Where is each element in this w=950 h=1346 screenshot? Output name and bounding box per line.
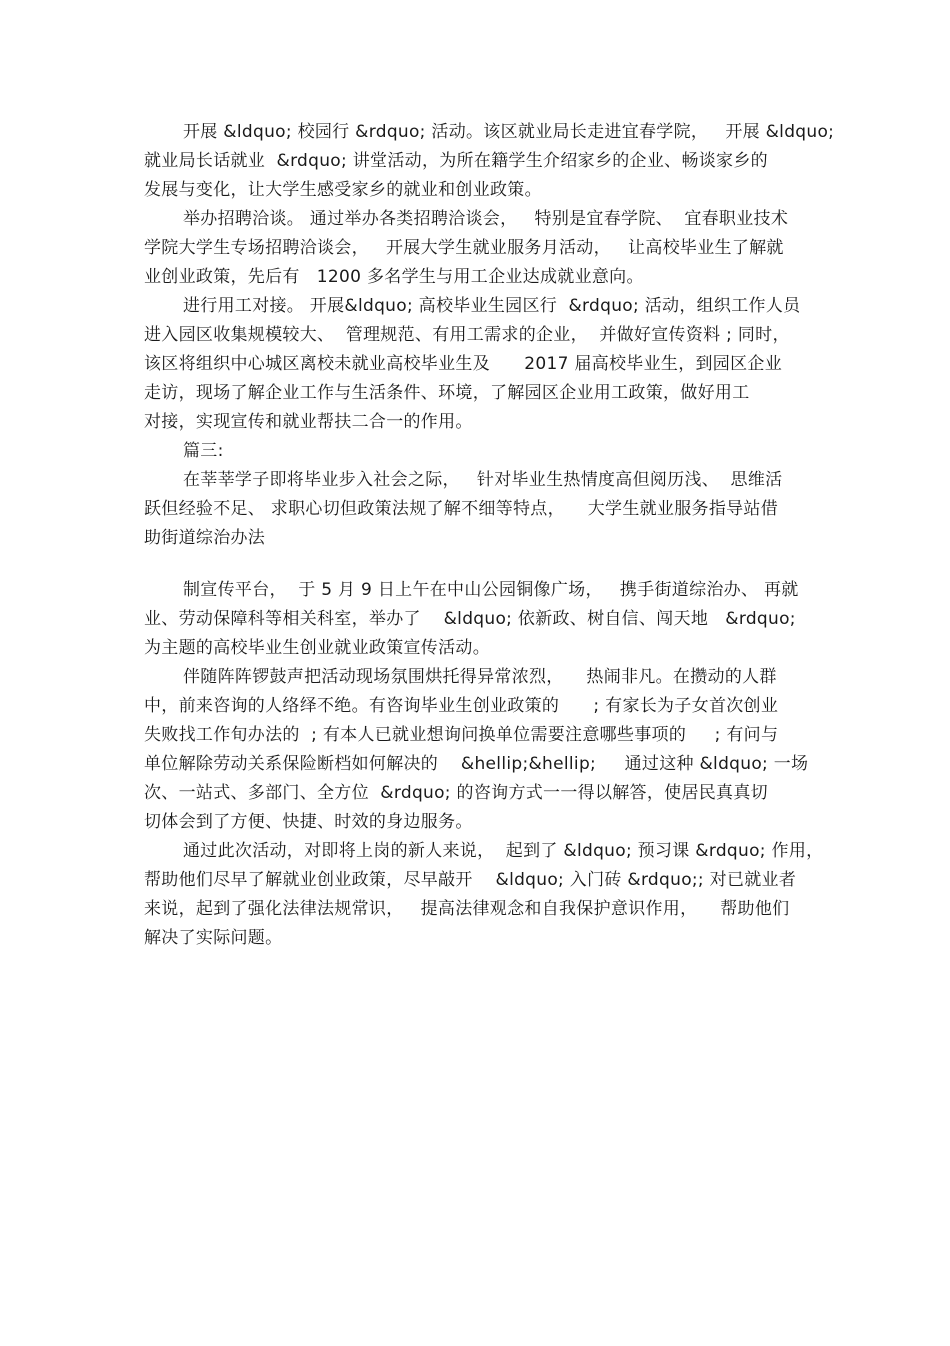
text-line: 举办招聘洽谈。 通过举办各类招聘洽谈会， 特别是宜春学院、 宜春职业技术 bbox=[183, 209, 789, 229]
text-line: 助街道综治办法 bbox=[144, 528, 266, 548]
text-line: 帮助他们尽早了解就业创业政策，尽早敲开 &ldquo; 入门砖 &rdquo;; 对已就业者 bbox=[144, 870, 797, 890]
text-line: 制宣传平台， 于 5 月 9 日上午在中山公园铜像广场， 携手街道综治办、 再就 bbox=[183, 580, 799, 600]
text-line: 该区将组织中心城区离校未就业高校毕业生及 2017 届高校毕业生，到园区企业 bbox=[144, 354, 782, 374]
text-line: 来说，起到了强化法律法规常识， 提高法律观念和自我保护意识作用， 帮助他们 bbox=[144, 899, 790, 919]
text-line: 中，前来咨询的人络绎不绝。有咨询毕业生创业政策的 ; 有家长为子女首次创业 bbox=[144, 696, 779, 716]
text-line: 伴随阵阵锣鼓声把活动现场氛围烘托得异常浓烈， 热闹非凡。在攒动的人群 bbox=[183, 667, 777, 687]
text-line: 切体会到了方便、快捷、时效的身边服务。 bbox=[144, 812, 473, 832]
text-line: 发展与变化，让大学生感受家乡的就业和创业政策。 bbox=[144, 180, 542, 200]
text-line: 就业局长话就业 &rdquo; 讲堂活动，为所在籍学生介绍家乡的企业、畅谈家乡的 bbox=[144, 151, 768, 171]
text-line: 学院大学生专场招聘洽谈会， 开展大学生就业服务月活动， 让高校毕业生了解就 bbox=[144, 238, 784, 258]
text-line: 失败找工作旬办法的 ; 有本人已就业想询问换单位需要注意哪些事项的 ; 有问与 bbox=[144, 725, 779, 745]
text-line: 在莘莘学子即将毕业步入社会之际， 针对毕业生热情度高但阅历浅、 思维活 bbox=[183, 470, 783, 490]
text-line: 开展 &ldquo; 校园行 &rdquo; 活动。该区就业局长走进宜春学院， 开展 &ldquo; bbox=[183, 122, 835, 142]
text-section-one bbox=[144, 118, 835, 553]
text-line: 走访，现场了解企业工作与生活条件、环境，了解园区企业用工政策，做好用工 bbox=[144, 383, 750, 403]
text-line: 通过此次活动，对即将上岗的新人来说， 起到了 &ldquo; 预习课 &rdquo; 作用， bbox=[183, 841, 824, 861]
section-heading: 篇三: bbox=[183, 441, 224, 461]
text-line: 进行用工对接。 开展&ldquo; 高校毕业生园区行 &rdquo; 活动，组织工作人员 bbox=[183, 296, 801, 316]
text-section-two bbox=[144, 576, 824, 953]
text-line: 业、劳动保障科等相关科室，举办了 &ldquo; 依新政、树自信、闯天地 &rdquo; bbox=[144, 609, 796, 629]
text-line: 次、一站式、多部门、全方位 &rdquo; 的咨询方式一一得以解答，使居民真真切 bbox=[144, 783, 768, 803]
text-line: 跃但经验不足、 求职心切但政策法规了解不细等特点， 大学生就业服务指导站借 bbox=[144, 499, 779, 519]
text-line: 业创业政策，先后有 1200 多名学生与用工企业达成就业意向。 bbox=[144, 267, 644, 287]
text-line: 进入园区收集规模较大、 管理规范、有用工需求的企业， 并做好宣传资料 ; 同时， bbox=[144, 325, 790, 345]
text-line: 解决了实际问题。 bbox=[144, 928, 283, 948]
text-line: 单位解除劳动关系保险断档如何解决的 &hellip;&hellip; 通过这种 &ldquo; 一场 bbox=[144, 754, 809, 774]
text-line: 对接，实现宣传和就业帮扶二合一的作用。 bbox=[144, 412, 473, 432]
text-line: 为主题的高校毕业生创业就业政策宣传活动。 bbox=[144, 638, 490, 658]
